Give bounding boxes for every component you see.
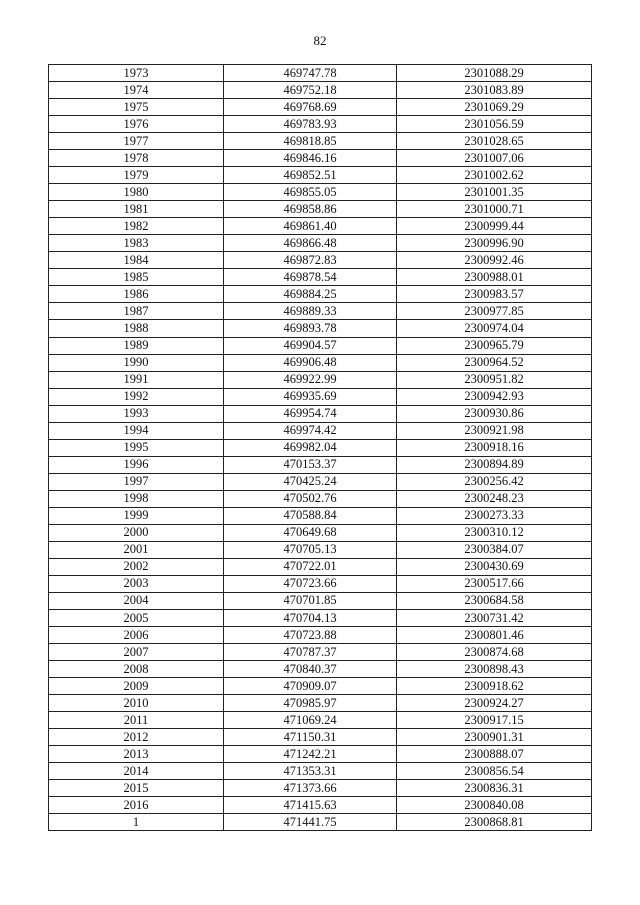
x-coordinate-cell: 470985.97	[224, 695, 397, 712]
y-coordinate-cell: 2300248.23	[397, 490, 592, 507]
x-coordinate-cell: 469861.40	[224, 218, 397, 235]
point-number-cell: 1999	[49, 507, 224, 524]
table-row	[49, 627, 592, 644]
point-number-cell: 1985	[49, 269, 224, 286]
table-row	[49, 729, 592, 746]
x-coordinate-cell: 471150.31	[224, 729, 397, 746]
point-number-cell: 2013	[49, 746, 224, 763]
table-row	[49, 797, 592, 814]
point-number-cell: 2008	[49, 661, 224, 678]
table-row	[49, 558, 592, 575]
table-row	[49, 712, 592, 729]
x-coordinate-cell: 469878.54	[224, 269, 397, 286]
x-coordinate-cell: 469872.83	[224, 252, 397, 269]
point-number-cell: 1992	[49, 388, 224, 405]
table-row	[49, 575, 592, 592]
table-row	[49, 388, 592, 405]
table-row	[49, 456, 592, 473]
x-coordinate-cell: 470705.13	[224, 541, 397, 558]
point-number-cell: 2007	[49, 644, 224, 661]
table-row	[49, 524, 592, 541]
point-number-cell: 1	[49, 814, 224, 831]
y-coordinate-cell: 2301002.62	[397, 167, 592, 184]
y-coordinate-cell: 2300930.86	[397, 405, 592, 422]
y-coordinate-cell: 2300801.46	[397, 627, 592, 644]
point-number-cell: 1995	[49, 439, 224, 456]
table-row	[49, 763, 592, 780]
point-number-cell: 1987	[49, 303, 224, 320]
x-coordinate-cell: 470787.37	[224, 644, 397, 661]
point-number-cell: 1976	[49, 116, 224, 133]
point-number-cell: 1988	[49, 320, 224, 337]
table-row	[49, 439, 592, 456]
y-coordinate-cell: 2301069.29	[397, 99, 592, 116]
point-number-cell: 2006	[49, 627, 224, 644]
y-coordinate-cell: 2300921.98	[397, 422, 592, 439]
point-number-cell: 2005	[49, 610, 224, 627]
table-row	[49, 405, 592, 422]
point-number-cell: 1994	[49, 422, 224, 439]
x-coordinate-cell: 469752.18	[224, 82, 397, 99]
y-coordinate-cell: 2300951.82	[397, 371, 592, 388]
table-row	[49, 644, 592, 661]
y-coordinate-cell: 2300983.57	[397, 286, 592, 303]
table-row	[49, 490, 592, 507]
x-coordinate-cell: 469818.85	[224, 133, 397, 150]
table-row	[49, 167, 592, 184]
point-number-cell: 2003	[49, 575, 224, 592]
y-coordinate-cell: 2300942.93	[397, 388, 592, 405]
table-row	[49, 354, 592, 371]
table-row	[49, 82, 592, 99]
y-coordinate-cell: 2300964.52	[397, 354, 592, 371]
point-number-cell: 1981	[49, 201, 224, 218]
x-coordinate-cell: 471415.63	[224, 797, 397, 814]
y-coordinate-cell: 2300999.44	[397, 218, 592, 235]
y-coordinate-cell: 2300965.79	[397, 337, 592, 354]
x-coordinate-cell: 470723.66	[224, 575, 397, 592]
y-coordinate-cell: 2300918.16	[397, 439, 592, 456]
table-row	[49, 269, 592, 286]
x-coordinate-cell: 470704.13	[224, 610, 397, 627]
x-coordinate-cell: 469889.33	[224, 303, 397, 320]
table-row	[49, 99, 592, 116]
point-number-cell: 2014	[49, 763, 224, 780]
x-coordinate-cell: 470723.88	[224, 627, 397, 644]
y-coordinate-cell: 2300684.58	[397, 592, 592, 609]
point-number-cell: 2011	[49, 712, 224, 729]
y-coordinate-cell: 2300992.46	[397, 252, 592, 269]
table-row	[49, 184, 592, 201]
x-coordinate-cell: 469783.93	[224, 116, 397, 133]
y-coordinate-cell: 2300840.08	[397, 797, 592, 814]
table-row	[49, 235, 592, 252]
y-coordinate-cell: 2301007.06	[397, 150, 592, 167]
point-number-cell: 1990	[49, 354, 224, 371]
y-coordinate-cell: 2301088.29	[397, 65, 592, 82]
x-coordinate-cell: 469906.48	[224, 354, 397, 371]
x-coordinate-cell: 469893.78	[224, 320, 397, 337]
coordinates-table-body	[49, 65, 592, 831]
table-row	[49, 286, 592, 303]
point-number-cell: 2001	[49, 541, 224, 558]
point-number-cell: 2012	[49, 729, 224, 746]
point-number-cell: 1980	[49, 184, 224, 201]
point-number-cell: 1974	[49, 82, 224, 99]
x-coordinate-cell: 469768.69	[224, 99, 397, 116]
x-coordinate-cell: 470701.85	[224, 592, 397, 609]
y-coordinate-cell: 2300856.54	[397, 763, 592, 780]
table-row	[49, 422, 592, 439]
point-number-cell: 1996	[49, 456, 224, 473]
point-number-cell: 2004	[49, 592, 224, 609]
x-coordinate-cell: 469954.74	[224, 405, 397, 422]
y-coordinate-cell: 2300888.07	[397, 746, 592, 763]
table-row	[49, 150, 592, 167]
point-number-cell: 2009	[49, 678, 224, 695]
y-coordinate-cell: 2300894.89	[397, 456, 592, 473]
y-coordinate-cell: 2300917.15	[397, 712, 592, 729]
table-row	[49, 65, 592, 82]
table-row	[49, 320, 592, 337]
x-coordinate-cell: 470649.68	[224, 524, 397, 541]
point-number-cell: 1975	[49, 99, 224, 116]
x-coordinate-cell: 469935.69	[224, 388, 397, 405]
x-coordinate-cell: 470588.84	[224, 507, 397, 524]
y-coordinate-cell: 2300901.31	[397, 729, 592, 746]
point-number-cell: 1973	[49, 65, 224, 82]
x-coordinate-cell: 471242.21	[224, 746, 397, 763]
table-row	[49, 507, 592, 524]
y-coordinate-cell: 2300310.12	[397, 524, 592, 541]
x-coordinate-cell: 471069.24	[224, 712, 397, 729]
y-coordinate-cell: 2300874.68	[397, 644, 592, 661]
y-coordinate-cell: 2300517.66	[397, 575, 592, 592]
point-number-cell: 1978	[49, 150, 224, 167]
x-coordinate-cell: 471441.75	[224, 814, 397, 831]
y-coordinate-cell: 2301000.71	[397, 201, 592, 218]
table-row	[49, 337, 592, 354]
point-number-cell: 1983	[49, 235, 224, 252]
y-coordinate-cell: 2300836.31	[397, 780, 592, 797]
point-number-cell: 1979	[49, 167, 224, 184]
y-coordinate-cell: 2301083.89	[397, 82, 592, 99]
y-coordinate-cell: 2300924.27	[397, 695, 592, 712]
y-coordinate-cell: 2300256.42	[397, 473, 592, 490]
x-coordinate-cell: 470722.01	[224, 558, 397, 575]
point-number-cell: 1989	[49, 337, 224, 354]
table-row	[49, 541, 592, 558]
x-coordinate-cell: 469904.57	[224, 337, 397, 354]
y-coordinate-cell: 2300898.43	[397, 661, 592, 678]
point-number-cell: 1993	[49, 405, 224, 422]
x-coordinate-cell: 471353.31	[224, 763, 397, 780]
y-coordinate-cell: 2300430.69	[397, 558, 592, 575]
point-number-cell: 1977	[49, 133, 224, 150]
y-coordinate-cell: 2300988.01	[397, 269, 592, 286]
y-coordinate-cell: 2300974.04	[397, 320, 592, 337]
table-row	[49, 592, 592, 609]
point-number-cell: 2015	[49, 780, 224, 797]
table-row	[49, 201, 592, 218]
page-number: 82	[313, 33, 327, 48]
y-coordinate-cell: 2300273.33	[397, 507, 592, 524]
point-number-cell: 1997	[49, 473, 224, 490]
x-coordinate-cell: 470502.76	[224, 490, 397, 507]
y-coordinate-cell: 2301056.59	[397, 116, 592, 133]
x-coordinate-cell: 469852.51	[224, 167, 397, 184]
table-row	[49, 780, 592, 797]
x-coordinate-cell: 469922.99	[224, 371, 397, 388]
table-row	[49, 371, 592, 388]
table-row	[49, 610, 592, 627]
table-row	[49, 218, 592, 235]
y-coordinate-cell: 2300384.07	[397, 541, 592, 558]
y-coordinate-cell: 2300977.85	[397, 303, 592, 320]
point-number-cell: 2016	[49, 797, 224, 814]
x-coordinate-cell: 469866.48	[224, 235, 397, 252]
x-coordinate-cell: 469846.16	[224, 150, 397, 167]
table-row	[49, 116, 592, 133]
point-number-cell: 1982	[49, 218, 224, 235]
table-row	[49, 678, 592, 695]
point-number-cell: 1998	[49, 490, 224, 507]
point-number-cell: 1984	[49, 252, 224, 269]
x-coordinate-cell: 469884.25	[224, 286, 397, 303]
y-coordinate-cell: 2300996.90	[397, 235, 592, 252]
x-coordinate-cell: 470909.07	[224, 678, 397, 695]
table-row	[49, 746, 592, 763]
coordinates-table	[48, 64, 592, 831]
table-row	[49, 695, 592, 712]
x-coordinate-cell: 470840.37	[224, 661, 397, 678]
table-row	[49, 303, 592, 320]
table-row	[49, 252, 592, 269]
y-coordinate-cell: 2300868.81	[397, 814, 592, 831]
x-coordinate-cell: 470153.37	[224, 456, 397, 473]
point-number-cell: 1986	[49, 286, 224, 303]
table-row	[49, 814, 592, 831]
y-coordinate-cell: 2300918.62	[397, 678, 592, 695]
table-row	[49, 473, 592, 490]
x-coordinate-cell: 471373.66	[224, 780, 397, 797]
y-coordinate-cell: 2301001.35	[397, 184, 592, 201]
point-number-cell: 2000	[49, 524, 224, 541]
x-coordinate-cell: 469982.04	[224, 439, 397, 456]
y-coordinate-cell: 2301028.65	[397, 133, 592, 150]
x-coordinate-cell: 469747.78	[224, 65, 397, 82]
x-coordinate-cell: 469974.42	[224, 422, 397, 439]
y-coordinate-cell: 2300731.42	[397, 610, 592, 627]
point-number-cell: 2002	[49, 558, 224, 575]
point-number-cell: 1991	[49, 371, 224, 388]
x-coordinate-cell: 469855.05	[224, 184, 397, 201]
x-coordinate-cell: 470425.24	[224, 473, 397, 490]
table-row	[49, 133, 592, 150]
point-number-cell: 2010	[49, 695, 224, 712]
x-coordinate-cell: 469858.86	[224, 201, 397, 218]
table-row	[49, 661, 592, 678]
